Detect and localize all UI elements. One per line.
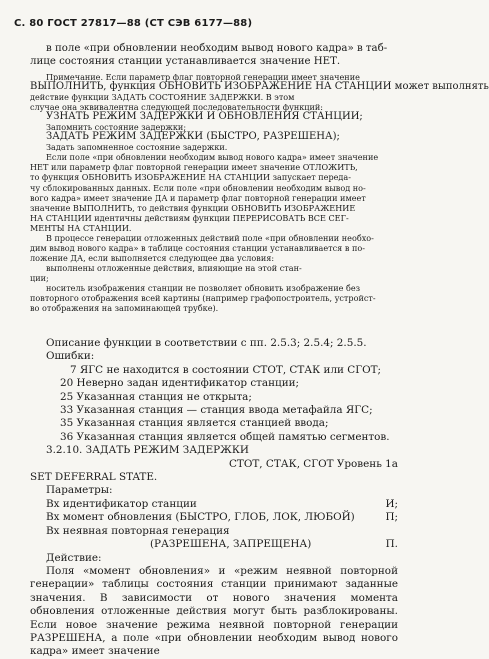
error-item: 36 Указанная станция является общей памятью сегментов. [60, 430, 390, 443]
note-line: Запомнить состояние задержки; [46, 122, 187, 133]
param-type: П. [385, 538, 398, 551]
page-header: С. 80 ГОСТ 27817—88 (СТ СЭВ 6177—88) [14, 18, 253, 29]
note-line: случае она эквивалентна следующей последовательности функций: [30, 102, 324, 113]
note-line: В процессе генерации отложенных действий поле «при обновлении необхо- [46, 232, 374, 243]
note-line: УЗНАТЬ РЕЖИМ ЗАДЕРЖКИ И ОБНОВЛЕНИЯ СТАНЦИИ; [46, 111, 363, 123]
error-item: 25 Указанная станция не открыта; [60, 390, 252, 403]
param-type: И; [385, 497, 398, 510]
param-text: Вх момент обновления (БЫСТРО, ГЛОБ, ЛОК, ЛЮБОЙ) [46, 511, 355, 524]
note-line: действие функции ЗАДАТЬ СОСТОЯНИЕ ЗАДЕРЖКИ. В этом [30, 92, 295, 103]
error-item: 33 Указанная станция — станция ввода метафайла ЯГС; [60, 404, 373, 417]
note-block [30, 72, 489, 314]
note-line: носитель изображения станции не позволяет обновить изображение без [46, 282, 361, 293]
states-level: СТОТ, СТАК, СГОТ Уровень 1а [228, 457, 398, 470]
note-line: ВЫПОЛНИТЬ, функция ОБНОВИТЬ ИЗОБРАЖЕНИЕ НА СТАНЦИИ может выполнять [30, 81, 489, 93]
note-line: НЕТ или параметр флаг повторной генерации имеет значение ОТЛОЖИТЬ, [30, 162, 358, 173]
action-text: Поля «момент обновления» и «режим неявной повторной генерации» таблицы состояния станции принимают заданные значения. В зависимости от нового значения момента обновления отложенные действия могут быть разблокированы. Если новое значение режима неявной повторной генерации РАЗРЕШЕНА, а поле «при обновлении необходим вывод нового кадра» имеет значение [30, 564, 398, 658]
params-title: Параметры: [46, 484, 113, 497]
note-line: выполнены отложенные действия, влияющие на этой стан- [46, 262, 302, 273]
note-line: ложение ДА, если выполняется следующее два условия: [30, 252, 275, 263]
note-line: ции; [30, 272, 49, 283]
error-item: 20 Неверно задан идентификатор станции; [60, 377, 300, 390]
param-text: Вх идентификатор станции [46, 497, 197, 510]
section-title: 3.2.10. ЗАДАТЬ РЕЖИМ ЗАДЕРЖКИ [46, 444, 249, 457]
error-item: 7 ЯГС не находится в состоянии СТОТ, СТАК или СГОТ; [70, 363, 382, 376]
function-description: Описание функции в соответствии с пп. 2.5.3; 2.5.4; 2.5.5. [46, 337, 367, 349]
note-line: Задать запомненное состояние задержки. [46, 142, 228, 153]
param-text: Вх неявная повторная генерация [46, 524, 230, 537]
main-section [30, 337, 398, 659]
note-line: чу сблокированных данных. Если поле «при обновлении необходим вывод но- [30, 182, 366, 193]
note-line: НА СТАНЦИИ идентичны действиям функции ПЕРЕРИСОВАТЬ ВСЕ СЕГ- [30, 212, 349, 223]
param-row [30, 498, 398, 511]
note-line: во отображения на запоминающей трубке). [30, 303, 219, 314]
note-line: Примечание. Если параметр флаг повторной генерации имеет значение [46, 72, 360, 82]
note-line: дим вывод нового кадра» в таблице состояния станции устанавливается в по- [30, 242, 365, 253]
note-line: ЗАДАТЬ РЕЖИМ ЗАДЕРЖКИ (БЫСТРО, РАЗРЕШЕНА); [46, 131, 340, 143]
note-line: повторного отображения всей картины (например графопостроитель, устройст- [30, 293, 376, 304]
param-row [30, 538, 398, 551]
intro-paragraph [30, 42, 398, 68]
text-line: лице состояния станции устанавливается значение НЕТ. [30, 56, 341, 67]
note-line: МЕНТЫ НА СТАНЦИИ. [30, 222, 132, 233]
text-line: в поле «при обновлении необходим вывод нового кадра» в таб- [46, 43, 388, 54]
note-line: то функция ОБНОВИТЬ ИЗОБРАЖЕНИЕ НА СТАНЦИИ запускает переда- [30, 172, 351, 183]
error-item: 35 Указанная станция является станцией ввода; [60, 417, 329, 430]
note-line: Если поле «при обновлении необходим вывод нового кадра» имеет значение [46, 152, 379, 163]
action-title: Действие: [46, 551, 102, 564]
param-row [30, 511, 398, 524]
english-name: SET DEFERRAL STATE. [30, 471, 158, 484]
note-line: вого кадра» имеет значение ДА и параметр флаг повторной генерации имеет [30, 192, 366, 203]
param-values: (РАЗРЕШЕНА, ЗАПРЕЩЕНА) [150, 538, 312, 551]
errors-title: Ошибки: [46, 350, 95, 363]
param-type: П; [385, 511, 398, 524]
note-line: значение ВЫПОЛНИТЬ, то действия функции ОБНОВИТЬ ИЗОБРАЖЕНИЕ [30, 202, 356, 213]
